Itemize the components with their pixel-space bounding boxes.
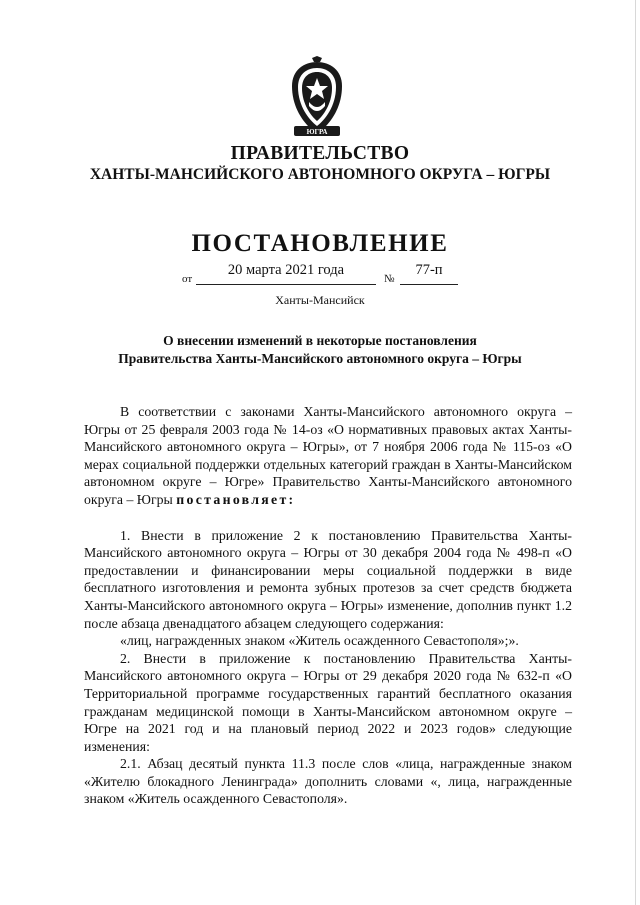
okrug-title: ХАНТЫ-МАНСИЙСКОГО АВТОНОМНОГО ОКРУГА – ЮГРЫ [89,166,551,183]
item-1-paragraph: 1. Внести в приложение 2 к постановлению Правительства Ханты-Мансийского автономного округа – Югры от 30 декабря 2004 года № 498-п «О предоставлении и финансировании меры социальной поддержки в виде бесплатного изготовления и ремонта зубных протезов за счет средств бюджета Ханты-Мансийского автономного округа – Югры» изменение, дополнив пункт 1.2 после абзаца двенадцатого абзацем следующего содержания: [84,527,572,631]
subject-line-1: О внесении изменений в некоторые постановления [163,333,477,348]
coat-of-arms-icon [282,56,352,142]
preamble-text: В соответствии с законами Ханты-Мансийского автономного округа – Югры от 25 февраля 2003 года № 14-оз «О нормативных правовых актах Ханты-Мансийского автономного округа – Югры», от 7 ноября 2006 года № 115-оз «О мерах социальной поддержки отдельных категорий граждан в Ханты-Мансийском автономном округе – Югре» Правительство Ханты-Мансийского автономного округа – Югры [84,404,572,507]
document-body [84,403,572,808]
document-number: 77-п [400,262,458,285]
document-type: ПОСТАНОВЛЕНИЕ [191,230,449,257]
item-2-paragraph: 2. Внести в приложение к постановлению Правительства Ханты-Мансийского автономного округа – Югры от 29 декабря 2020 года № 632-п «О Территориальной программе государственных гарантий бесплатного оказания гражданам медицинской помощи в Ханты-Мансийском автономном округе – Югре на 2021 год и на плановый период 2022 и 2023 годов» следующие изменения: [84,650,572,754]
number-label: № [384,273,395,285]
decree-word: постановляет: [176,491,296,507]
item-2-1-paragraph: 2.1. Абзац десятый пункта 11.3 после слов «лица, награжденные знаком «Жителю блокадного Ленинграда» дополнить словами «, лица, награжденные знаком «Житель осажденного Севастополя». [84,756,572,807]
date-number-row [0,262,640,288]
document-date: 20 марта 2021 года [196,262,376,285]
government-title: ПРАВИТЕЛЬСТВО [230,143,410,164]
emblem-banner-text: ЮГРА [306,128,328,136]
city-name: Ханты-Мансийск [275,293,365,307]
from-label: от [182,273,193,285]
document-subject [60,332,580,368]
subject-line-2: Правительства Ханты-Мансийского автономного округа – Югры [118,351,522,366]
item-1-quote: «лиц, награжденных знаком «Житель осажденного Севастополя»;». [120,633,519,649]
preamble-paragraph [84,403,572,509]
scan-edge [635,0,636,905]
